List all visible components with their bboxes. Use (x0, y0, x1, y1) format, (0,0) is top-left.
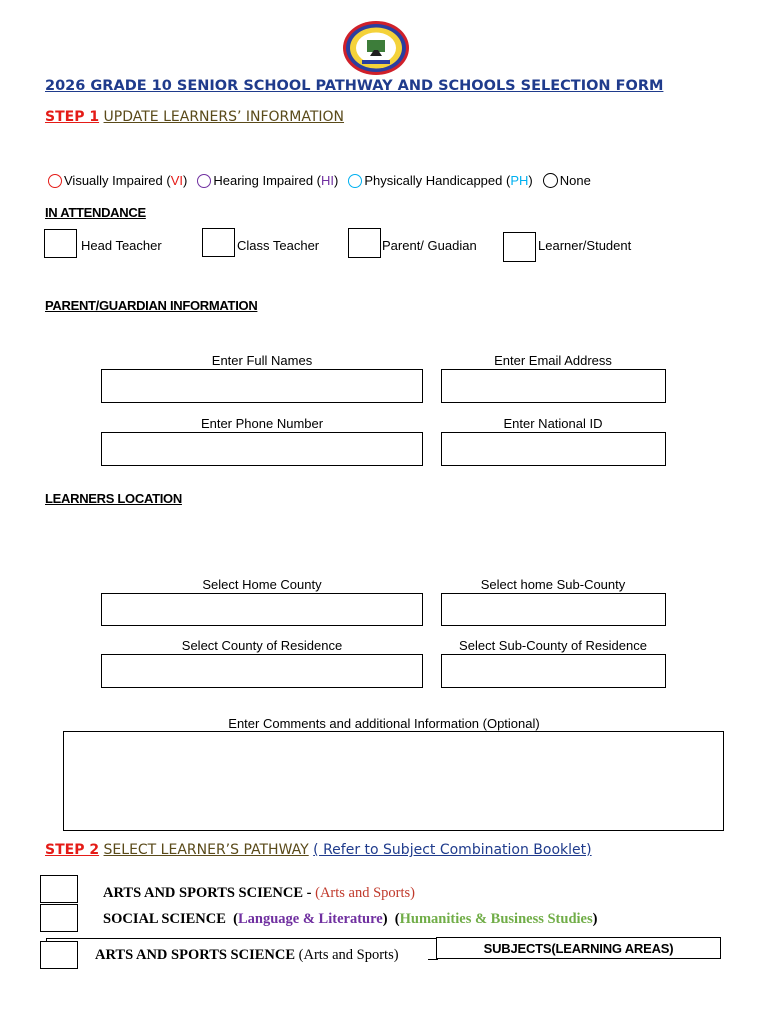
residence-subcounty-select[interactable] (441, 654, 666, 688)
location-heading: LEARNERS LOCATION (45, 491, 182, 506)
checkbox-class-teacher[interactable] (202, 228, 235, 257)
checkbox-learner-student[interactable] (503, 232, 536, 262)
residence-county-label: Select County of Residence (181, 638, 343, 653)
pathway-social-science: SOCIAL SCIENCE (Language & Literature) (Humanities & Business Studies) (103, 911, 598, 927)
step2-reference: ( Refer to Subject Combination Booklet) (313, 842, 592, 858)
full-names-input[interactable] (101, 369, 423, 403)
checkbox-arts-sports[interactable] (40, 875, 78, 903)
step1-text: UPDATE LEARNERS’ INFORMATION (103, 109, 345, 125)
label-head-teacher: Head Teacher (81, 238, 162, 253)
home-subcounty-label: Select home Sub-County (480, 577, 626, 592)
checkbox-parent-guardian[interactable] (348, 228, 381, 258)
full-names-label: Enter Full Names (211, 353, 313, 368)
form-title: 2026 GRADE 10 SENIOR SCHOOL PATHWAY AND SCHOOLS SELECTION FORM (45, 78, 664, 94)
option-visually-impaired[interactable]: Visually Impaired ( VI ) (48, 173, 187, 188)
home-county-label: Select Home County (202, 577, 322, 592)
radio-icon[interactable] (197, 174, 211, 188)
step1-number: STEP 1 (45, 109, 100, 125)
parent-info-heading: PARENT/GUARDIAN INFORMATION (45, 298, 258, 313)
radio-icon[interactable] (48, 174, 62, 188)
school-logo (342, 20, 410, 76)
step2-text: SELECT LEARNER’S PATHWAY (103, 842, 309, 858)
phone-label: Enter Phone Number (200, 416, 324, 431)
national-id-input[interactable] (441, 432, 666, 466)
home-county-select[interactable] (101, 593, 423, 626)
option-hearing-impaired[interactable]: Hearing Impaired ( HI ) (197, 173, 338, 188)
radio-icon[interactable] (348, 174, 362, 188)
disability-options (48, 173, 601, 188)
step2-number: STEP 2 (45, 842, 100, 858)
option-physically-handicapped[interactable]: Physically Handicapped ( PH ) (348, 173, 532, 188)
checkbox-head-teacher[interactable] (44, 229, 77, 258)
step2-heading (45, 842, 592, 858)
comments-textarea[interactable] (63, 731, 724, 831)
checkbox-social-science[interactable] (40, 904, 78, 932)
email-label: Enter Email Address (494, 353, 612, 368)
step1-heading (45, 109, 344, 125)
subjects-table-header: SUBJECTS(LEARNING AREAS) (436, 937, 721, 959)
residence-county-select[interactable] (101, 654, 423, 688)
attendance-heading: IN ATTENDANCE (45, 205, 146, 220)
table-divider-line (428, 959, 438, 960)
comments-label: Enter Comments and additional Information (Optional) (228, 716, 540, 731)
label-learner-student: Learner/Student (538, 238, 632, 253)
residence-subcounty-label: Select Sub-County of Residence (459, 638, 647, 653)
pathway-arts-sports-2: ARTS AND SPORTS SCIENCE (Arts and Sports) (95, 947, 399, 963)
pathway-arts-sports: ARTS AND SPORTS SCIENCE - (Arts and Sports) (103, 885, 415, 901)
radio-icon[interactable] (543, 173, 558, 188)
label-parent-guardian: Parent/ Guadian (382, 238, 477, 253)
option-none[interactable]: None (543, 173, 591, 188)
national-id-label: Enter National ID (503, 416, 603, 431)
home-subcounty-select[interactable] (441, 593, 666, 626)
table-top-line (46, 938, 436, 939)
phone-input[interactable] (101, 432, 423, 466)
checkbox-arts-sports-2[interactable] (40, 941, 78, 969)
email-input[interactable] (441, 369, 666, 403)
label-class-teacher: Class Teacher (237, 238, 320, 253)
